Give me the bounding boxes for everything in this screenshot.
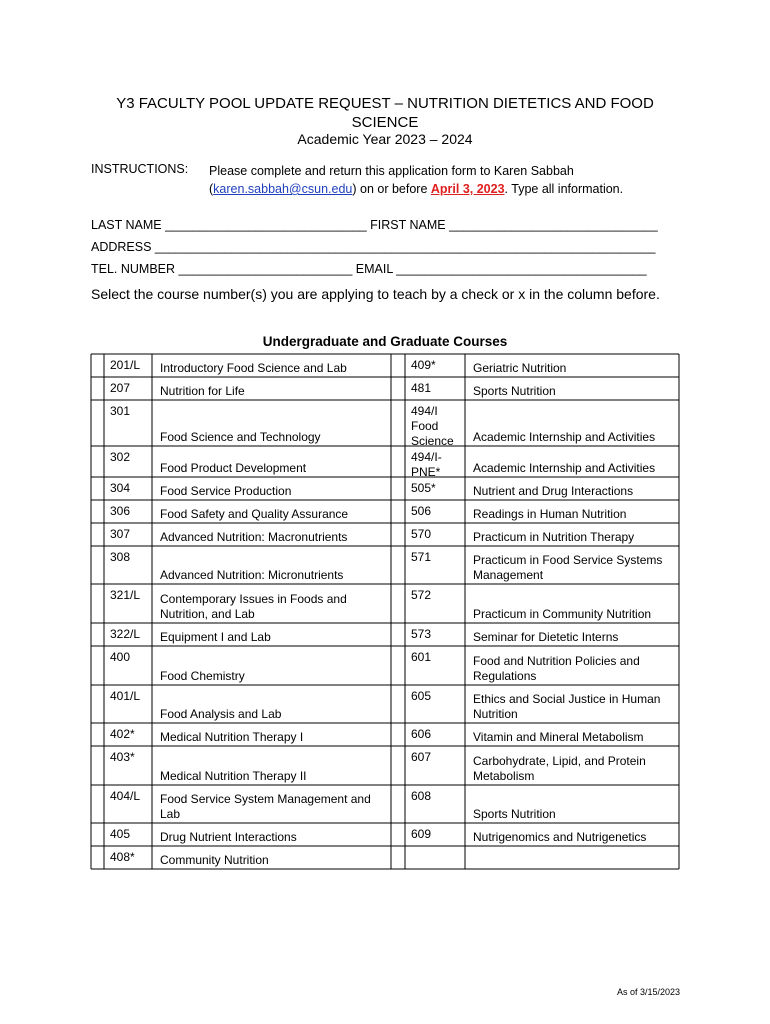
course-checkbox[interactable]	[91, 823, 104, 846]
course-number: 606	[411, 727, 432, 741]
course-checkbox[interactable]	[391, 546, 405, 584]
course-number: 207	[110, 381, 131, 395]
course-checkbox[interactable]	[391, 584, 405, 623]
course-name-cell	[160, 785, 387, 823]
course-checkbox[interactable]	[91, 377, 104, 400]
table-title: Undergraduate and Graduate Courses	[262, 334, 508, 349]
course-number: 321/L	[110, 588, 141, 602]
course-name: Sports Nutrition	[473, 807, 556, 821]
course-checkbox[interactable]	[91, 685, 104, 723]
course-number: 609	[411, 827, 432, 841]
course-number: 201/L	[110, 358, 141, 372]
course-name-cell	[473, 846, 675, 869]
course-name-cell	[473, 785, 675, 823]
course-checkbox[interactable]	[391, 446, 405, 477]
course-number: 481	[411, 381, 432, 395]
course-number: 404/L	[110, 789, 141, 803]
course-name: Food and Nutrition Policies and Regulations	[473, 654, 640, 683]
course-number: 572	[411, 588, 432, 602]
course-number: 302	[110, 450, 131, 464]
course-name: Food Safety and Quality Assurance	[160, 507, 349, 521]
course-checkbox[interactable]	[391, 823, 405, 846]
course-name-cell	[160, 400, 387, 446]
instructions-text-before: Please complete and return this application form to Karen Sabbah	[209, 164, 574, 178]
course-name-cell	[160, 723, 387, 746]
course-name-cell	[473, 354, 675, 377]
course-number: 506	[411, 504, 432, 518]
course-number: 409*	[411, 358, 436, 372]
course-checkbox[interactable]	[391, 746, 405, 785]
course-number: 307	[110, 527, 131, 541]
course-number: 403*	[110, 750, 135, 764]
course-number: 308	[110, 550, 131, 564]
course-number: 301	[110, 404, 131, 418]
course-checkbox[interactable]	[91, 354, 104, 377]
course-checkbox[interactable]	[391, 500, 405, 523]
instructions-paren: (	[209, 182, 214, 196]
course-name: Advanced Nutrition: Macronutrients	[160, 530, 348, 544]
course-number: 601	[411, 650, 432, 664]
academic-year: Academic Year 2023 – 2024	[297, 131, 473, 147]
course-name: Food Science and Technology	[160, 430, 321, 444]
course-checkbox[interactable]	[91, 623, 104, 646]
course-number: 605	[411, 689, 432, 703]
course-number: 494/I-PNE*	[411, 450, 442, 479]
course-checkbox[interactable]	[91, 546, 104, 584]
course-checkbox[interactable]	[391, 377, 405, 400]
name-fields-line[interactable]: LAST NAME _____________________________ FIRST NAME ______________________________	[91, 218, 658, 232]
email-link[interactable]: karen.sabbah@csun.edu	[213, 182, 353, 196]
course-name: Introductory Food Science and Lab	[160, 361, 347, 375]
course-name-cell	[473, 546, 675, 584]
course-name: Medical Nutrition Therapy II	[160, 769, 307, 783]
course-name-cell	[160, 377, 387, 400]
course-checkbox[interactable]	[91, 584, 104, 623]
course-name-cell	[160, 685, 387, 723]
course-checkbox[interactable]	[91, 523, 104, 546]
course-checkbox[interactable]	[91, 723, 104, 746]
course-name-cell	[160, 446, 387, 477]
instructions-text-middle: ) on or before	[352, 182, 431, 196]
course-checkbox[interactable]	[391, 400, 405, 446]
course-name: Drug Nutrient Interactions	[160, 830, 297, 844]
course-name-cell	[160, 846, 387, 869]
course-name-cell	[473, 477, 675, 500]
course-name-cell	[160, 500, 387, 523]
form-title-text: Y3 FACULTY POOL UPDATE REQUEST – NUTRITION DIETETICS AND FOOD SCIENCE	[116, 95, 654, 131]
course-checkbox[interactable]	[91, 446, 104, 477]
course-number: 402*	[110, 727, 135, 741]
course-name: Advanced Nutrition: Micronutrients	[160, 568, 344, 582]
course-name-cell	[160, 523, 387, 546]
course-name: Food Product Development	[160, 461, 307, 475]
course-checkbox[interactable]	[391, 685, 405, 723]
course-number: 322/L	[110, 627, 141, 641]
course-number: 505*	[411, 481, 436, 495]
course-checkbox[interactable]	[91, 646, 104, 685]
course-name-cell	[473, 623, 675, 646]
course-name: Equipment I and Lab	[160, 630, 271, 644]
course-name-cell	[160, 584, 387, 623]
course-name-cell	[473, 446, 675, 477]
tel-email-fields-line[interactable]: TEL. NUMBER _________________________ EMAIL ____________________________________	[91, 262, 647, 276]
course-name: Ethics and Social Justice in Human Nutrition	[473, 692, 661, 721]
course-name-cell	[473, 723, 675, 746]
course-number: 607	[411, 750, 432, 764]
course-checkbox[interactable]	[391, 477, 405, 500]
course-name: Sports Nutrition	[473, 384, 556, 398]
course-name: Seminar for Dietetic Interns	[473, 630, 619, 644]
course-number: 400	[110, 650, 131, 664]
course-name-cell	[473, 523, 675, 546]
instructions-label: INSTRUCTIONS:	[91, 162, 189, 176]
course-name-cell	[473, 746, 675, 785]
course-name-cell	[473, 646, 675, 685]
course-number: 570	[411, 527, 432, 541]
course-number: 306	[110, 504, 131, 518]
course-name: Nutrigenomics and Nutrigenetics	[473, 830, 647, 844]
course-name: Practicum in Food Service Systems Management	[473, 553, 663, 582]
course-name: Nutrition for Life	[160, 384, 245, 398]
course-number: 405	[110, 827, 131, 841]
course-number: 573	[411, 627, 432, 641]
select-instruction: Select the course number(s) you are applying to teach by a check or x in the column before.	[91, 286, 660, 302]
course-name: Geriatric Nutrition	[473, 361, 567, 375]
course-checkbox[interactable]	[391, 723, 405, 746]
footer-date: As of 3/15/2023	[616, 987, 680, 997]
course-name-cell	[160, 546, 387, 584]
course-checkbox[interactable]	[391, 846, 405, 869]
course-name-cell	[160, 646, 387, 685]
course-name-cell	[160, 746, 387, 785]
course-name: Food Service Production	[160, 484, 292, 498]
course-name: Academic Internship and Activities	[473, 430, 656, 444]
course-checkbox[interactable]	[391, 785, 405, 823]
course-name: Carbohydrate, Lipid, and Protein Metabolism	[473, 754, 646, 783]
course-checkbox[interactable]	[91, 477, 104, 500]
course-name: Academic Internship and Activities	[473, 461, 656, 475]
course-number: 304	[110, 481, 131, 495]
course-checkbox[interactable]	[391, 354, 405, 377]
course-name-cell	[473, 685, 675, 723]
course-name: Community Nutrition	[160, 853, 269, 867]
course-name-cell	[160, 623, 387, 646]
course-name-cell	[160, 823, 387, 846]
address-field-line[interactable]: ADDRESS ________________________________________________________________________	[91, 240, 656, 254]
course-number: 608	[411, 789, 432, 803]
course-name: Food Chemistry	[160, 669, 245, 683]
course-name: Nutrient and Drug Interactions	[473, 484, 634, 498]
course-checkbox[interactable]	[91, 500, 104, 523]
course-number: 494/I Food Science	[411, 404, 454, 448]
course-name-cell	[473, 823, 675, 846]
course-name-cell	[473, 584, 675, 623]
course-checkbox[interactable]	[391, 623, 405, 646]
course-checkbox[interactable]	[391, 523, 405, 546]
course-checkbox[interactable]	[91, 746, 104, 785]
course-name: Food Service System Management and Lab	[160, 792, 371, 821]
course-name-cell	[160, 354, 387, 377]
course-name: Vitamin and Mineral Metabolism	[473, 730, 644, 744]
course-name-cell	[473, 500, 675, 523]
course-checkbox[interactable]	[91, 400, 104, 446]
course-number: 571	[411, 550, 432, 564]
course-name-cell	[473, 400, 675, 446]
course-name: Practicum in Community Nutrition	[473, 607, 652, 621]
course-number: 401/L	[110, 689, 141, 703]
course-checkbox[interactable]	[91, 846, 104, 869]
course-name: Practicum in Nutrition Therapy	[473, 530, 635, 544]
course-name-cell	[160, 477, 387, 500]
course-name: Food Analysis and Lab	[160, 707, 282, 721]
course-name-cell	[473, 377, 675, 400]
course-checkbox[interactable]	[391, 646, 405, 685]
deadline-date: April 3, 2023	[430, 182, 505, 196]
course-name: Contemporary Issues in Foods and Nutrition, and Lab	[160, 592, 347, 621]
course-number: 408*	[110, 850, 135, 864]
instructions-text-after: . Type all information.	[504, 182, 624, 196]
course-name: Medical Nutrition Therapy I	[160, 730, 304, 744]
course-checkbox[interactable]	[91, 785, 104, 823]
course-name: Readings in Human Nutrition	[473, 507, 627, 521]
